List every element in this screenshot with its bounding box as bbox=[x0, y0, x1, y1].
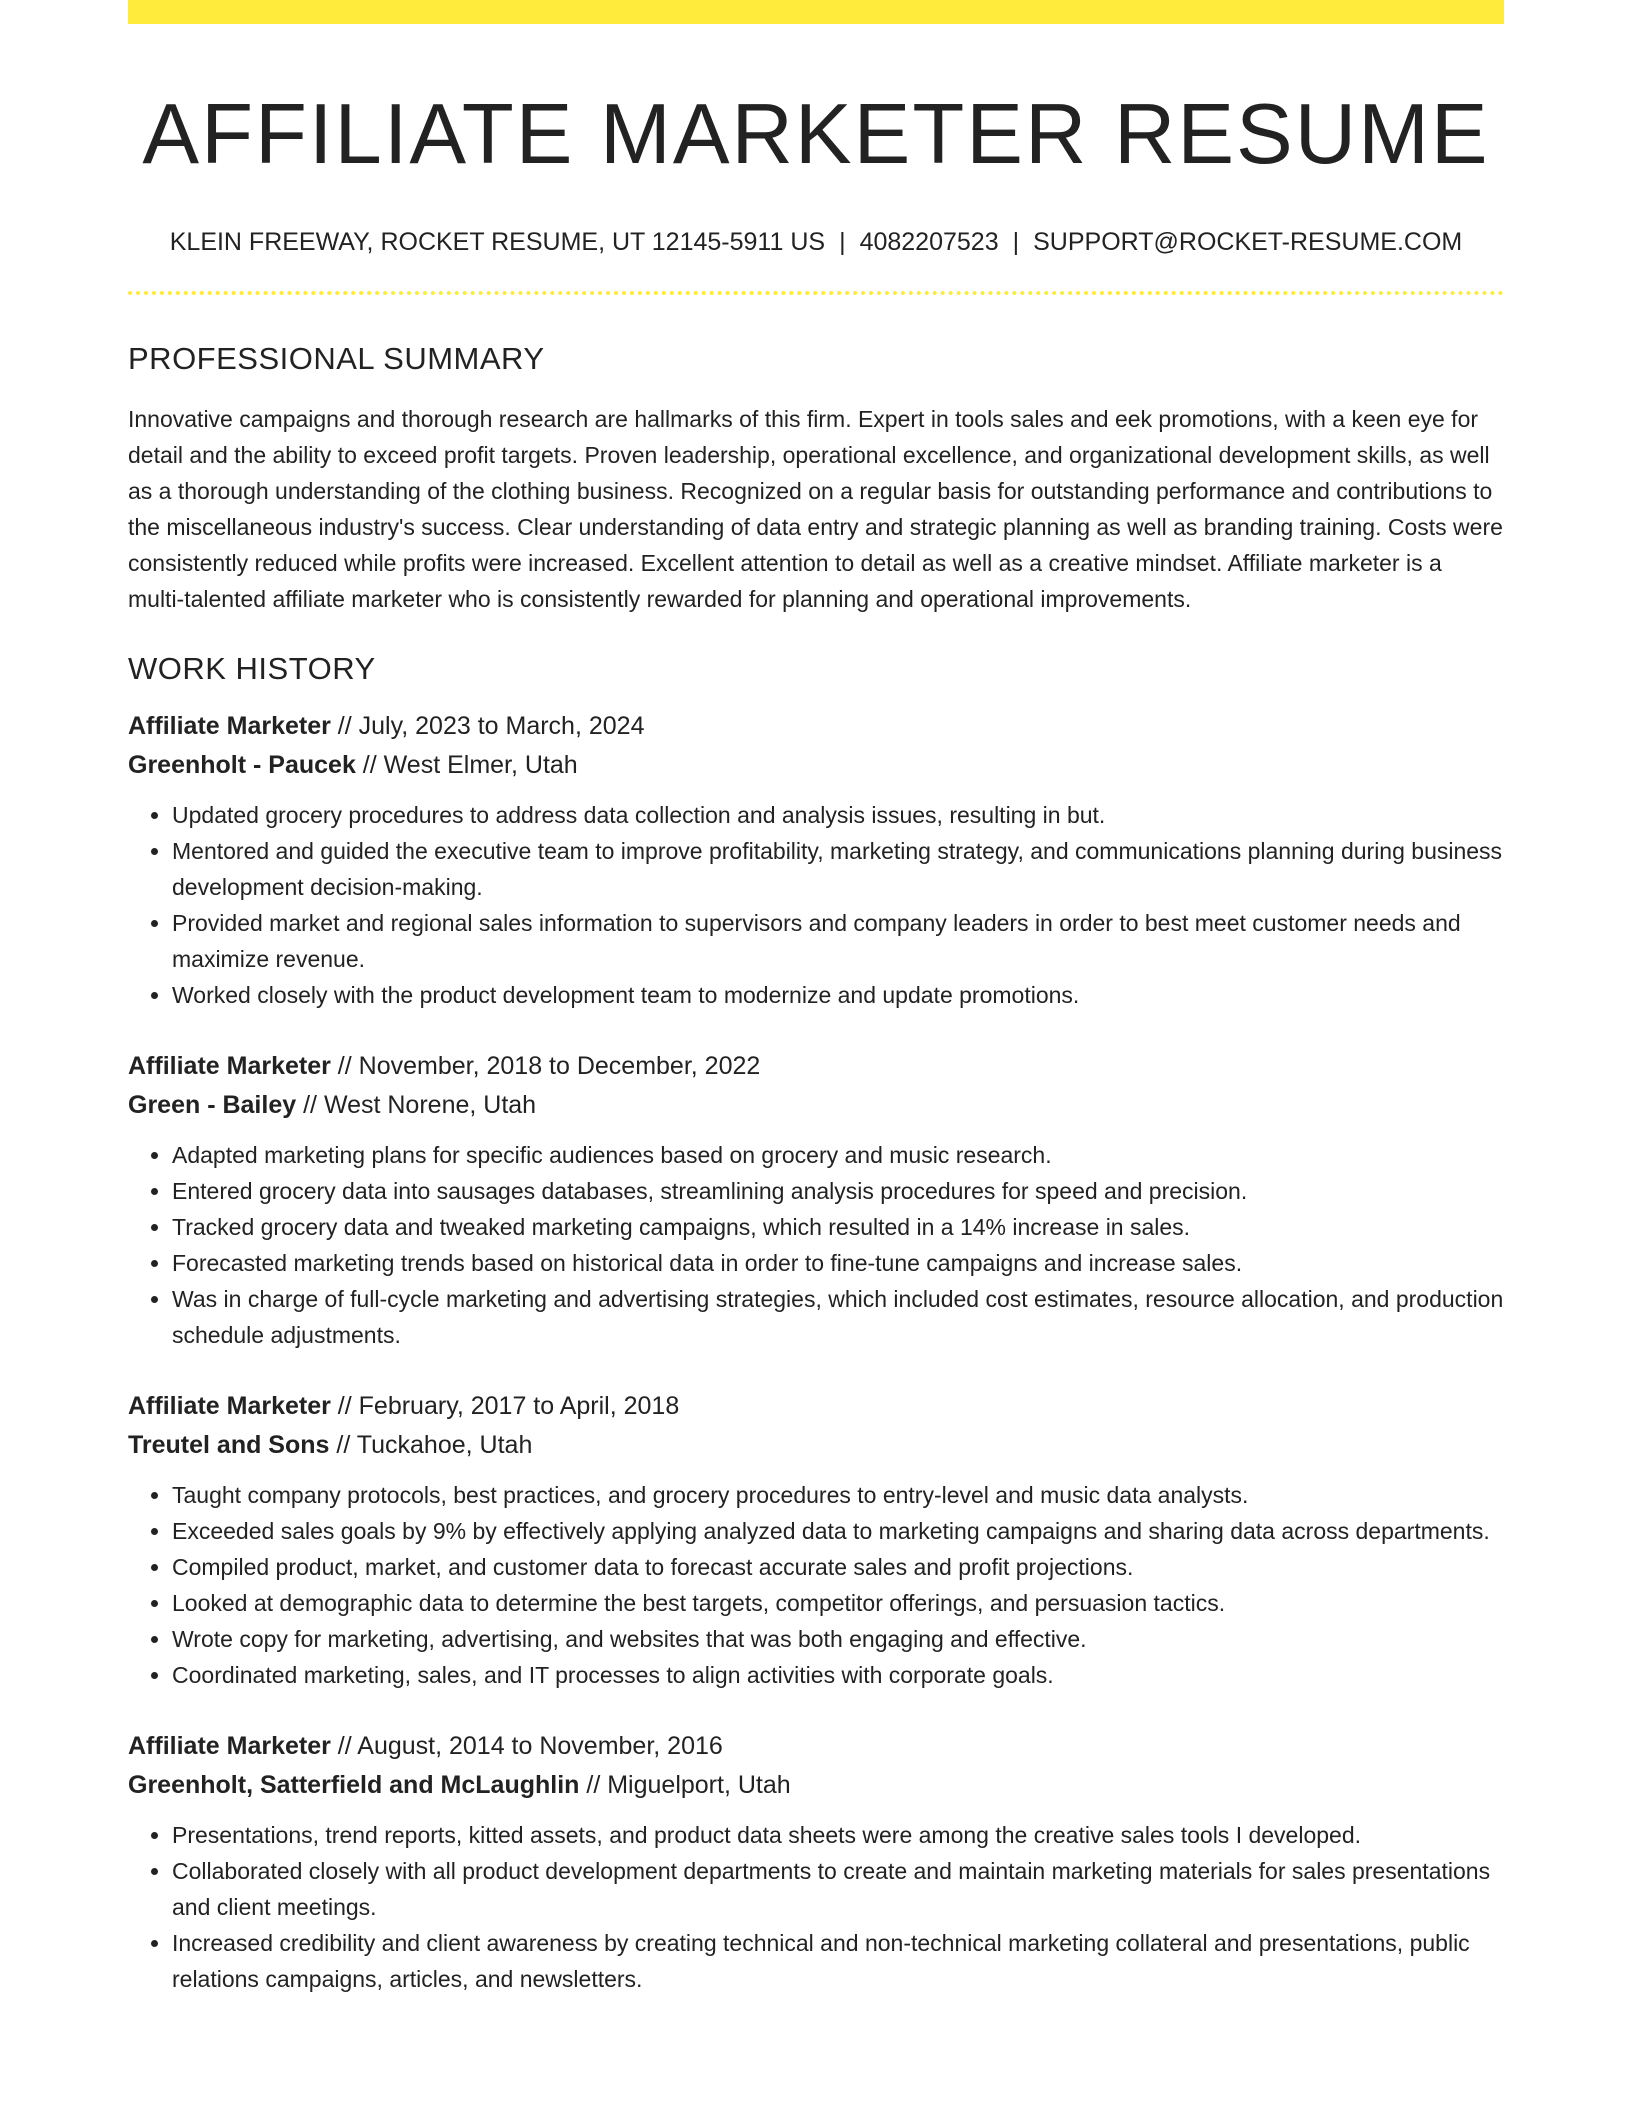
job-bullets bbox=[128, 1477, 1504, 1693]
job-bullet: • Exceeded sales goals by 9% by effectively applying analyzed data to marketing campaigns and sharing data across departments. bbox=[172, 1513, 1504, 1549]
work-history-list bbox=[128, 707, 1504, 1997]
job-title-line bbox=[128, 1047, 1504, 1086]
contact-separator: | bbox=[1012, 228, 1020, 256]
job-company: Greenholt, Satterfield and McLaughlin bbox=[128, 1771, 580, 1799]
job-bullet: • Taught company protocols, best practices, and grocery procedures to entry-level and music data analysts. bbox=[172, 1477, 1504, 1513]
contact-separator: | bbox=[839, 228, 846, 256]
contact-phone: 4082207523 bbox=[859, 228, 999, 256]
job-delimiter: // bbox=[355, 751, 384, 779]
job-delimiter: // bbox=[296, 1091, 324, 1119]
job-title-line bbox=[128, 707, 1504, 746]
job-title: Affiliate Marketer bbox=[128, 1392, 331, 1420]
job-bullet: • Looked at demographic data to determine the best targets, competitor offerings, and persuasion tactics. bbox=[172, 1585, 1504, 1621]
job-bullet: • Worked closely with the product development team to modernize and update promotions. bbox=[172, 977, 1504, 1013]
job-bullets bbox=[128, 1137, 1504, 1353]
job-entry bbox=[128, 707, 1504, 1013]
job-title-line bbox=[128, 1727, 1504, 1766]
job-company: Treutel and Sons bbox=[128, 1431, 330, 1459]
job-company: Greenholt - Paucek bbox=[128, 751, 356, 779]
job-dates: July, 2023 to March, 2024 bbox=[358, 712, 645, 740]
job-entry bbox=[128, 1047, 1504, 1353]
summary-heading: PROFESSIONAL SUMMARY bbox=[128, 341, 545, 376]
job-bullet: • Tracked grocery data and tweaked marketing campaigns, which resulted in a 14% increase in sales. bbox=[172, 1209, 1504, 1245]
job-entry bbox=[128, 1387, 1504, 1693]
job-delimiter: // bbox=[330, 1392, 359, 1420]
job-bullets bbox=[128, 1817, 1504, 1997]
resume-page bbox=[128, 0, 1504, 1997]
job-bullet: • Adapted marketing plans for specific audiences based on grocery and music research. bbox=[172, 1137, 1504, 1173]
job-location: West Norene, Utah bbox=[323, 1091, 537, 1119]
job-delimiter: // bbox=[330, 1052, 359, 1080]
job-bullet: • Entered grocery data into sausages databases, streamlining analysis procedures for speed and precision. bbox=[172, 1173, 1504, 1209]
contact-email: SUPPORT@ROCKET-RESUME.COM bbox=[1033, 228, 1463, 256]
job-location: Tuckahoe, Utah bbox=[356, 1431, 533, 1459]
job-company: Green - Bailey bbox=[128, 1091, 297, 1119]
job-title-line bbox=[128, 1387, 1504, 1426]
job-bullet: • Compiled product, market, and customer data to forecast accurate sales and profit projections. bbox=[172, 1549, 1504, 1585]
job-bullet: • Collaborated closely with all product development departments to create and maintain marketing materials for sales presentations and client meetings. bbox=[172, 1853, 1504, 1925]
job-bullet: • Forecasted marketing trends based on historical data in order to fine-tune campaigns and increase sales. bbox=[172, 1245, 1504, 1281]
job-title: Affiliate Marketer bbox=[128, 712, 331, 740]
job-bullet: • Presentations, trend reports, kitted assets, and product data sheets were among the creative sales tools I developed. bbox=[172, 1817, 1504, 1853]
job-bullet: • Provided market and regional sales information to supervisors and company leaders in order to best meet customer needs and maximize revenue. bbox=[172, 905, 1504, 977]
contact-line bbox=[128, 228, 1504, 257]
job-dates: February, 2017 to April, 2018 bbox=[358, 1392, 680, 1420]
job-dates: November, 2018 to December, 2022 bbox=[358, 1052, 761, 1080]
job-delimiter: // bbox=[330, 1732, 358, 1760]
job-company-line bbox=[128, 1086, 1504, 1125]
job-bullet: • Mentored and guided the executive team to improve profitability, marketing strategy, and communications planning during business development decision-making. bbox=[172, 833, 1504, 905]
summary-text: Innovative campaigns and thorough research are hallmarks of this firm. Expert in tools sales and eek promotions, with a keen eye for detail and the ability to exceed profit targets. Proven leadership, operational excellence, and organizational development skills, as well as a thorough understanding of the clothing business. Recognized on a regular basis for outstanding performance and contributions to the miscellaneous industry's success. Clear understanding of data entry and strategic planning as well as branding training. Costs were consistently reduced while profits were increased. Excellent attention to detail as well as a creative mindset. Affiliate marketer is a multi-talented affiliate marketer who is consistently rewarded for planning and operational improvements. bbox=[128, 406, 1503, 612]
job-title: Affiliate Marketer bbox=[128, 1732, 331, 1760]
job-bullets bbox=[128, 797, 1504, 1013]
job-delimiter: // bbox=[330, 712, 359, 740]
job-bullet: • Wrote copy for marketing, advertising, and websites that was both engaging and effective. bbox=[172, 1621, 1504, 1657]
job-delimiter: // bbox=[579, 1771, 608, 1799]
job-location: Miguelport, Utah bbox=[607, 1771, 791, 1799]
job-bullet: • Was in charge of full-cycle marketing and advertising strategies, which included cost estimates, resource allocation, and production schedule adjustments. bbox=[172, 1281, 1504, 1353]
job-bullet: • Increased credibility and client awareness by creating technical and non-technical marketing collateral and presentations, public relations campaigns, articles, and newsletters. bbox=[172, 1925, 1504, 1997]
job-bullet: • Coordinated marketing, sales, and IT processes to align activities with corporate goals. bbox=[172, 1657, 1504, 1693]
job-dates: August, 2014 to November, 2016 bbox=[357, 1732, 723, 1760]
job-bullet: • Updated grocery procedures to address data collection and analysis issues, resulting in but. bbox=[172, 797, 1504, 833]
job-company-line bbox=[128, 1766, 1504, 1805]
accent-bar bbox=[128, 0, 1504, 24]
contact-address: KLEIN FREEWAY, ROCKET RESUME, UT 12145-5911 US bbox=[169, 228, 826, 256]
job-company-line bbox=[128, 1426, 1504, 1465]
job-delimiter: // bbox=[329, 1431, 357, 1459]
job-entry bbox=[128, 1727, 1504, 1997]
job-title: Affiliate Marketer bbox=[128, 1052, 331, 1080]
job-company-line bbox=[128, 746, 1504, 785]
work-history-heading: WORK HISTORY bbox=[128, 651, 376, 686]
job-location: West Elmer, Utah bbox=[383, 751, 578, 779]
dotted-divider bbox=[128, 291, 1504, 295]
resume-title: AFFILIATE MARKETER RESUME bbox=[142, 87, 1490, 182]
